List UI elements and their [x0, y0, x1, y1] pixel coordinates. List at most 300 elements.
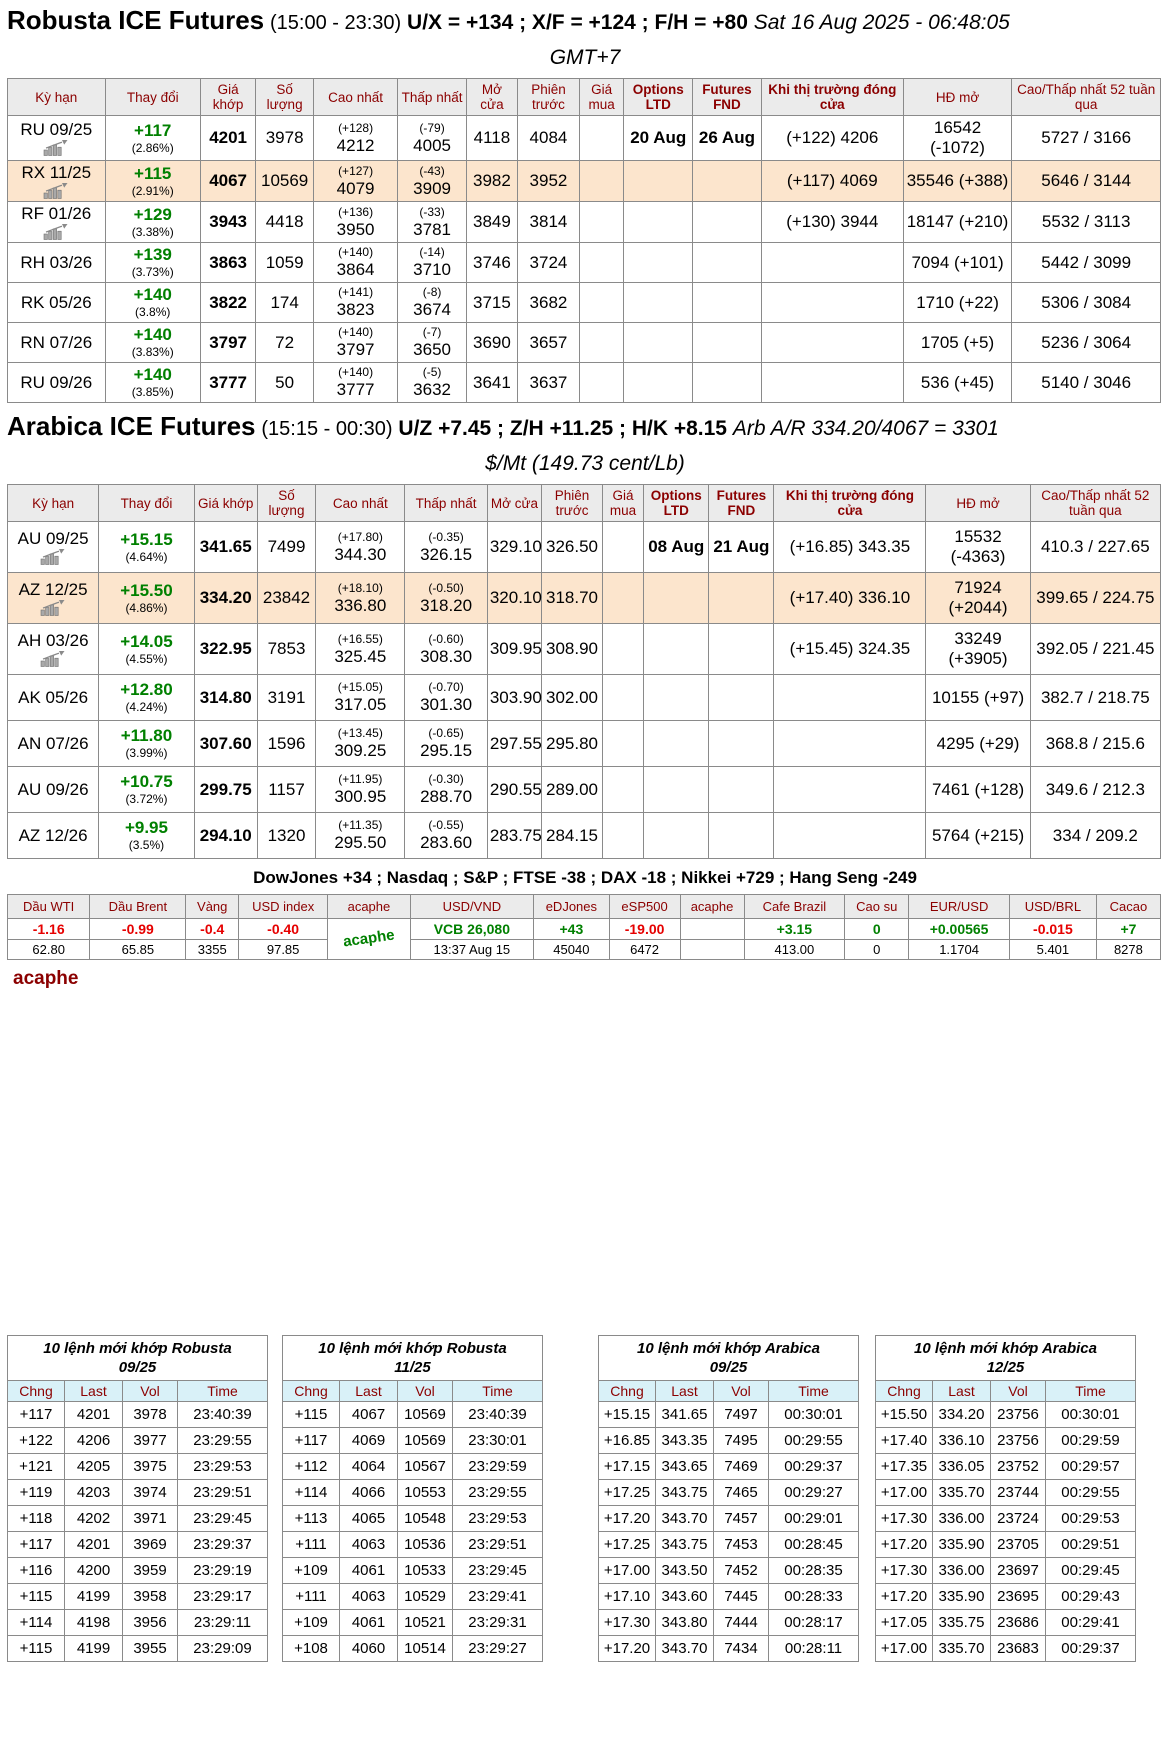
order-cell: +17.15 [599, 1454, 656, 1480]
order-cell: 00:29:55 [1046, 1480, 1136, 1506]
arabica-contract-row [8, 522, 1161, 573]
column-header: Thấp nhất [398, 79, 467, 116]
order-cell: 7453 [714, 1532, 769, 1558]
volume: 7499 [257, 522, 316, 573]
column-header: Kỳ hạn [8, 79, 106, 116]
order-row [876, 1584, 1136, 1610]
column-header: Thấp nhất [405, 485, 488, 522]
bid-price [602, 522, 643, 573]
order-column-header: Vol [991, 1381, 1046, 1402]
order-cell: +115 [8, 1636, 65, 1662]
order-cell: 3977 [123, 1428, 178, 1454]
volume: 7853 [257, 624, 316, 675]
column-header: Mở cửa [487, 485, 541, 522]
prev-session-price: 3724 [517, 243, 579, 283]
market-change-value: -0.4 [200, 921, 225, 937]
after-close-value [774, 813, 926, 859]
arabica-futures-table [7, 484, 1161, 859]
low-diff: (-0.35) [428, 529, 464, 544]
contract-label: AZ 12/25 [18, 580, 88, 599]
order-column-header: Last [340, 1381, 398, 1402]
arabica-contract-row [8, 813, 1161, 859]
open-interest: 33249 (+3905) [926, 624, 1030, 675]
order-table-10-lệnh-mới-khớp-robusta-09-25 [7, 1335, 268, 1662]
chart-icon[interactable] [40, 651, 66, 667]
market-column-header: USD/VND [410, 895, 534, 919]
order-table-10-lệnh-mới-khớp-robusta-11-25 [282, 1335, 543, 1662]
order-cell: 00:29:37 [1046, 1636, 1136, 1662]
change-value: +140 [133, 365, 172, 384]
order-cell: 343.50 [656, 1558, 714, 1584]
order-row [599, 1428, 859, 1454]
order-cell: 7495 [714, 1428, 769, 1454]
range-52w: 5532 / 3113 [1012, 202, 1161, 243]
open-interest: 35546 (+388) [903, 161, 1012, 202]
column-header: Giá khớp [200, 79, 255, 116]
contract-label: AH 03/26 [17, 631, 89, 650]
market-header-row [8, 895, 1161, 919]
after-close-value [774, 675, 926, 721]
range-52w: 410.3 / 227.65 [1030, 522, 1160, 573]
change-value: +15.15 [120, 529, 173, 549]
prev-session-price: 3814 [517, 202, 579, 243]
change-value: +140 [133, 325, 172, 344]
order-cell: 00:29:45 [1046, 1558, 1136, 1584]
order-cell: +17.20 [876, 1584, 933, 1610]
order-cell: +113 [283, 1506, 340, 1532]
chart-icon[interactable] [43, 140, 69, 156]
order-cell: 23:29:45 [178, 1506, 268, 1532]
futures-fnd-date [709, 624, 774, 675]
column-header: Khi thị trường đóng cửa [774, 485, 926, 522]
change-percent: (3.5%) [128, 838, 165, 852]
order-row [599, 1402, 859, 1428]
order-tables-row [7, 1335, 1163, 1662]
open-interest: 16542 (-1072) [903, 116, 1012, 161]
open-price: 3849 [466, 202, 517, 243]
order-cell: 3956 [123, 1610, 178, 1636]
column-header: Phiên trước [517, 79, 579, 116]
order-cell: +15.50 [876, 1402, 933, 1428]
order-cell: 00:29:41 [1046, 1610, 1136, 1636]
last-price: 3863 [200, 243, 255, 283]
last-price: 322.95 [194, 624, 257, 675]
order-row [599, 1610, 859, 1636]
order-row [8, 1532, 268, 1558]
low-value: 288.70 [420, 787, 473, 806]
open-price: 283.75 [487, 813, 541, 859]
order-row [8, 1480, 268, 1506]
robusta-session: (15:00 - 23:30) [269, 12, 402, 34]
high-value: 3777 [336, 380, 375, 399]
open-interest: 5764 (+215) [926, 813, 1030, 859]
low-value: 3674 [413, 300, 451, 319]
arabica-contract-row [8, 767, 1161, 813]
open-interest: 1710 (+22) [903, 283, 1012, 323]
order-column-header: Last [933, 1381, 991, 1402]
change-value: +15.50 [120, 580, 173, 600]
order-cell: 23:40:39 [178, 1402, 268, 1428]
low-diff: (-0.30) [428, 772, 464, 786]
change-value: +115 [134, 163, 172, 183]
bid-price [580, 363, 624, 403]
prev-session-price: 289.00 [542, 767, 603, 813]
futures-fnd-date [693, 283, 762, 323]
bid-price [580, 116, 624, 161]
high-diff: (+141) [338, 285, 374, 299]
contract-label: AU 09/25 [17, 529, 89, 548]
change-percent: (3.85%) [131, 385, 174, 399]
open-price: 320.10 [487, 573, 541, 624]
low-diff: (-8) [422, 285, 442, 299]
market-change-value: +0.00565 [929, 921, 989, 937]
low-value: 3632 [413, 380, 451, 399]
options-ltd-date [624, 202, 693, 243]
open-interest: 4295 (+29) [926, 721, 1030, 767]
contract-label: AU 09/26 [17, 779, 89, 799]
open-price: 309.95 [487, 624, 541, 675]
order-cell: 00:29:55 [769, 1428, 859, 1454]
prev-session-price: 3952 [517, 161, 579, 202]
open-price: 303.90 [487, 675, 541, 721]
high-diff: (+15.05) [337, 680, 383, 694]
high-diff: (+18.10) [337, 580, 383, 595]
futures-fnd-date [709, 767, 774, 813]
order-cell: +17.00 [599, 1558, 656, 1584]
order-cell: 10569 [398, 1428, 453, 1454]
column-header: Cao/Thấp nhất 52 tuần qua [1030, 485, 1160, 522]
options-ltd-date [624, 323, 693, 363]
order-cell: 4201 [65, 1532, 123, 1558]
bid-price [580, 243, 624, 283]
order-cell: 7497 [714, 1402, 769, 1428]
bid-price [580, 202, 624, 243]
spacer [7, 990, 1163, 1335]
low-value: 3710 [413, 260, 451, 279]
range-52w: 5306 / 3084 [1012, 283, 1161, 323]
prev-session-price: 326.50 [542, 522, 603, 573]
world-indices-line: DowJones +34 ; Nasdaq ; S&P ; FTSE -38 ; DAX -18 ; Nikkei +729 ; Hang Seng -249 [253, 868, 917, 887]
last-price: 299.75 [194, 767, 257, 813]
contract-label: AN 07/26 [17, 733, 89, 753]
range-52w: 5140 / 3046 [1012, 363, 1161, 403]
order-column-header: Chng [8, 1381, 65, 1402]
range-52w: 334 / 209.2 [1030, 813, 1160, 859]
arabica-title-line [7, 411, 1163, 442]
last-price: 294.10 [194, 813, 257, 859]
column-header: Futures FND [709, 485, 774, 522]
order-cell: +108 [283, 1636, 340, 1662]
options-ltd-date [624, 161, 693, 202]
change-percent: (4.64%) [125, 549, 168, 564]
chart-icon[interactable] [40, 549, 66, 565]
prev-session-price: 284.15 [542, 813, 603, 859]
market-level-value: 97.85 [266, 942, 300, 957]
volume: 1596 [257, 721, 316, 767]
order-cell: 23:29:59 [453, 1454, 543, 1480]
chart-icon[interactable] [40, 600, 66, 616]
order-row [599, 1506, 859, 1532]
volume: 10569 [256, 161, 314, 202]
last-price: 3943 [200, 202, 255, 243]
robusta-contract-row [8, 202, 1161, 243]
order-row [8, 1402, 268, 1428]
order-cell: 00:29:57 [1046, 1454, 1136, 1480]
low-value: 318.20 [420, 595, 473, 615]
order-cell: 4202 [65, 1506, 123, 1532]
market-change-value: -0.015 [1033, 921, 1073, 937]
arabica-arb-note: Arb A/R 334.20/4067 = 3301 [732, 417, 999, 440]
order-cell: +17.00 [876, 1636, 933, 1662]
futures-fnd-date: 21 Aug [709, 522, 774, 573]
options-ltd-date [644, 675, 709, 721]
order-cell: 23:29:45 [453, 1558, 543, 1584]
change-value: +117 [134, 120, 172, 140]
arabica-contract-row [8, 721, 1161, 767]
high-value: 336.80 [334, 595, 387, 615]
prev-session-price: 318.70 [542, 573, 603, 624]
contract-label: AK 05/26 [18, 687, 89, 707]
order-cell: 23:40:39 [453, 1402, 543, 1428]
order-table-title: 10 lệnh mới khớp Robusta [43, 1340, 232, 1357]
order-cell: +17.30 [876, 1506, 933, 1532]
change-percent: (3.8%) [135, 305, 171, 319]
order-cell: 23695 [991, 1584, 1046, 1610]
order-cell: 00:29:53 [1046, 1506, 1136, 1532]
volume: 1320 [257, 813, 316, 859]
order-cell: 7469 [714, 1454, 769, 1480]
market-summary-table [7, 894, 1161, 960]
low-diff: (-0.50) [428, 580, 464, 595]
low-value: 301.30 [420, 695, 473, 714]
futures-fnd-date [693, 323, 762, 363]
arabica-header-row [8, 485, 1161, 522]
arabica-contract-row [8, 573, 1161, 624]
open-price: 3746 [466, 243, 517, 283]
column-header: Thay đổi [99, 485, 195, 522]
order-cell: +111 [283, 1532, 340, 1558]
change-percent: (3.99%) [125, 746, 168, 760]
order-cell: 23:29:51 [453, 1532, 543, 1558]
high-value: 3823 [336, 300, 375, 319]
options-ltd-date [624, 243, 693, 283]
futures-fnd-date [709, 813, 774, 859]
order-cell: 23:29:53 [178, 1454, 268, 1480]
contract-label: RU 09/25 [20, 120, 93, 139]
order-cell: +121 [8, 1454, 65, 1480]
range-52w: 5236 / 3064 [1012, 323, 1161, 363]
order-cell: 4067 [340, 1402, 398, 1428]
change-percent: (2.86%) [131, 140, 174, 155]
order-row [599, 1454, 859, 1480]
order-row [8, 1636, 268, 1662]
order-cell: 00:29:59 [1046, 1428, 1136, 1454]
order-cell: 7434 [714, 1636, 769, 1662]
robusta-contract-row [8, 363, 1161, 403]
order-cell: 10514 [398, 1636, 453, 1662]
futures-fnd-date [709, 675, 774, 721]
open-price: 3690 [466, 323, 517, 363]
brand-note: acaphe [13, 968, 79, 989]
futures-fnd-date [693, 202, 762, 243]
order-cell: 23744 [991, 1480, 1046, 1506]
arabica-unit-line: $/Mt (149.73 cent/Lb) [485, 452, 685, 475]
order-cell: 00:29:27 [769, 1480, 859, 1506]
order-cell: 23683 [991, 1636, 1046, 1662]
order-cell: +111 [283, 1584, 340, 1610]
high-diff: (+13.45) [337, 726, 383, 740]
order-cell: 4065 [340, 1506, 398, 1532]
robusta-contract-row [8, 283, 1161, 323]
order-column-header: Chng [876, 1381, 933, 1402]
order-cell: 334.20 [933, 1402, 991, 1428]
low-diff: (-0.60) [428, 631, 464, 646]
order-cell: 3969 [123, 1532, 178, 1558]
robusta-header-row [8, 79, 1161, 116]
market-change-value: +7 [1120, 921, 1137, 937]
order-table-contract: 12/25 [986, 1359, 1025, 1376]
chart-icon[interactable] [43, 224, 69, 240]
market-level-value: 3355 [197, 942, 227, 957]
after-close-value [761, 283, 903, 323]
range-52w: 5646 / 3144 [1012, 161, 1161, 202]
order-cell: 23:29:37 [178, 1532, 268, 1558]
order-row [283, 1402, 543, 1428]
order-column-header: Time [453, 1381, 543, 1402]
order-cell: 7445 [714, 1584, 769, 1610]
chart-icon[interactable] [43, 183, 69, 199]
order-cell: 3955 [123, 1636, 178, 1662]
order-row [876, 1506, 1136, 1532]
order-cell: 4061 [340, 1610, 398, 1636]
prev-session-price: 3682 [517, 283, 579, 323]
change-percent: (3.72%) [125, 792, 168, 806]
order-cell: 10536 [398, 1532, 453, 1558]
order-cell: 4064 [340, 1454, 398, 1480]
high-diff: (+140) [338, 365, 374, 379]
order-table-10-lệnh-mới-khớp-arabica-09-25 [598, 1335, 859, 1662]
market-column-header: Dầu Brent [90, 895, 186, 919]
prev-session-price: 302.00 [542, 675, 603, 721]
prev-session-price: 3657 [517, 323, 579, 363]
open-interest: 10155 (+97) [926, 675, 1030, 721]
low-value: 3781 [413, 219, 451, 239]
column-header: Options LTD [624, 79, 693, 116]
order-row [599, 1584, 859, 1610]
open-price: 3982 [466, 161, 517, 202]
high-value: 344.30 [334, 544, 387, 564]
order-cell: 343.65 [656, 1454, 714, 1480]
column-header: Futures FND [693, 79, 762, 116]
after-close-value: (+16.85) 343.35 [774, 522, 926, 573]
timezone-label: GMT+7 [549, 46, 621, 69]
order-cell: +15.15 [599, 1402, 656, 1428]
order-column-header: Time [1046, 1381, 1136, 1402]
high-diff: (+11.35) [338, 818, 383, 832]
high-value: 3797 [336, 340, 375, 359]
order-cell: 4063 [340, 1584, 398, 1610]
open-price: 4118 [466, 116, 517, 161]
order-cell: 4199 [65, 1636, 123, 1662]
high-diff: (+16.55) [337, 631, 383, 646]
order-cell: 335.75 [933, 1610, 991, 1636]
order-cell: +17.30 [599, 1610, 656, 1636]
change-value: +139 [133, 245, 172, 264]
change-value: +11.80 [120, 726, 173, 745]
order-row [876, 1636, 1136, 1662]
change-value: +9.95 [124, 818, 168, 837]
order-row [599, 1558, 859, 1584]
low-diff: (-14) [419, 245, 445, 259]
robusta-contract-row [8, 116, 1161, 161]
high-diff: (+136) [338, 204, 374, 219]
futures-fnd-date [693, 161, 762, 202]
order-row [8, 1454, 268, 1480]
contract-label: AZ 12/26 [18, 825, 88, 845]
order-cell: +115 [283, 1402, 340, 1428]
options-ltd-date [644, 573, 709, 624]
market-column-header: Cafe Brazil [744, 895, 845, 919]
volume: 174 [256, 283, 314, 323]
order-row [283, 1506, 543, 1532]
open-price: 3715 [466, 283, 517, 323]
low-diff: (-7) [422, 325, 442, 339]
contract-label: RF 01/26 [21, 204, 92, 223]
high-value: 3864 [336, 260, 375, 279]
order-table-title: 10 lệnh mới khớp Arabica [914, 1340, 1097, 1357]
order-cell: +17.05 [876, 1610, 933, 1636]
robusta-title-line [7, 5, 1163, 36]
change-percent: (3.83%) [131, 345, 174, 359]
arabica-contract-row [8, 675, 1161, 721]
order-cell: 00:28:33 [769, 1584, 859, 1610]
column-header: Phiên trước [542, 485, 603, 522]
robusta-datetime: Sat 16 Aug 2025 - 06:48:05 [753, 11, 1010, 34]
low-diff: (-0.55) [428, 818, 464, 832]
order-cell: 4069 [340, 1428, 398, 1454]
volume: 1157 [257, 767, 316, 813]
column-header: HĐ mở [926, 485, 1030, 522]
order-row [283, 1610, 543, 1636]
robusta-contract-row [8, 161, 1161, 202]
order-cell: 10567 [398, 1454, 453, 1480]
order-row [876, 1402, 1136, 1428]
order-cell: 10569 [398, 1402, 453, 1428]
order-cell: 4199 [65, 1584, 123, 1610]
change-percent: (4.86%) [125, 600, 168, 615]
order-row [876, 1558, 1136, 1584]
order-cell: 4205 [65, 1454, 123, 1480]
order-cell: 00:28:45 [769, 1532, 859, 1558]
order-cell: 343.70 [656, 1506, 714, 1532]
high-value: 325.45 [334, 646, 387, 666]
order-cell: 336.10 [933, 1428, 991, 1454]
order-cell: +119 [8, 1480, 65, 1506]
market-column-header: Dầu WTI [8, 895, 90, 919]
range-52w: 399.65 / 224.75 [1030, 573, 1160, 624]
futures-fnd-date: 26 Aug [693, 116, 762, 161]
order-row [599, 1480, 859, 1506]
after-close-value [774, 721, 926, 767]
order-cell: 00:30:01 [1046, 1402, 1136, 1428]
order-cell: +109 [283, 1610, 340, 1636]
order-table-contract: 11/25 [394, 1359, 431, 1376]
order-table-contract: 09/25 [118, 1359, 157, 1376]
order-cell: 23:30:01 [453, 1428, 543, 1454]
order-row [876, 1428, 1136, 1454]
bid-price [580, 161, 624, 202]
range-52w: 392.05 / 221.45 [1030, 624, 1160, 675]
